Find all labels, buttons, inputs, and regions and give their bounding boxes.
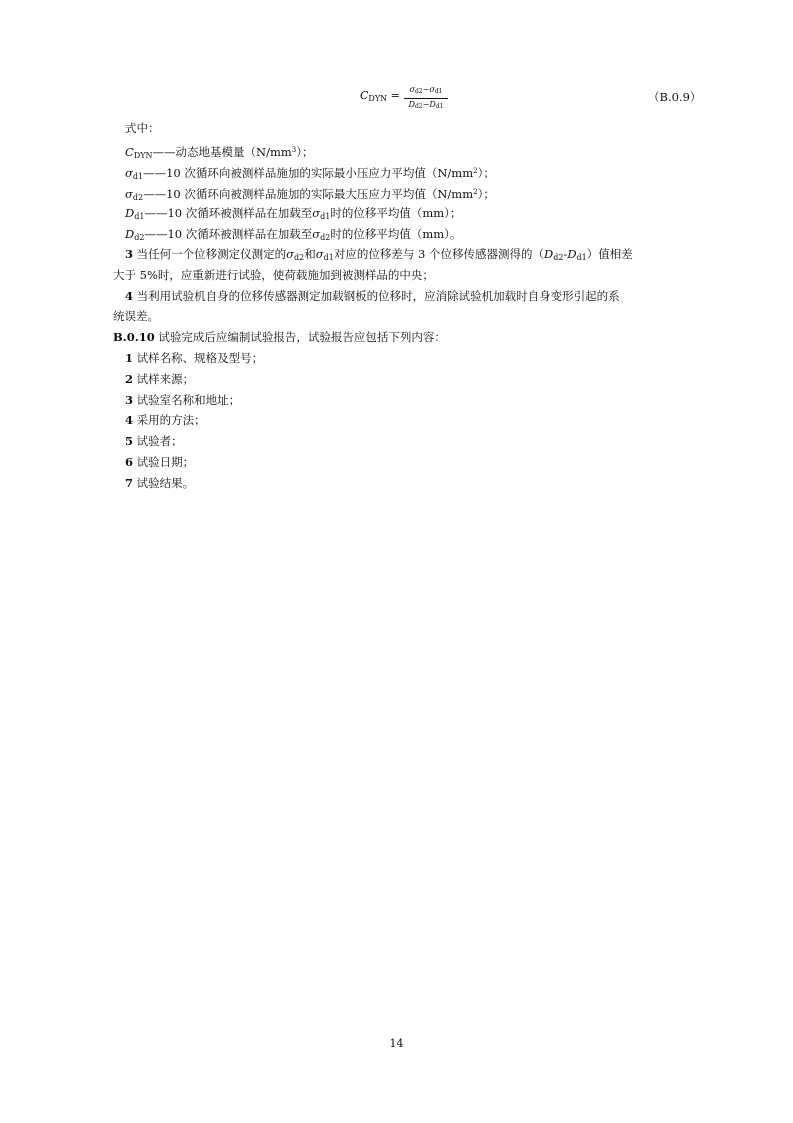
definition-sigma-d1: $\sigma_{d1}——10$ 次循环向被测样品施加的实际最小压应力平均值$(N/mm^2)$； bbox=[125, 166, 495, 181]
page-number: 14 bbox=[389, 1037, 404, 1050]
clause-b-0-10: B.0.10 试验完成后应编制试验报告，试验报告应包括下列内容： bbox=[113, 330, 446, 344]
report-item: 2 试样来源； bbox=[125, 372, 195, 386]
formula-denominator: $D_{d2}-D_{d1}$ bbox=[408, 100, 444, 110]
report-item: 5 试验者； bbox=[125, 434, 183, 448]
report-item: 3 试验室名称和地址； bbox=[125, 393, 241, 407]
definition-c-dyn: $C_{DYN}——$动态地基模量$(N/mm^3)$； bbox=[125, 145, 314, 160]
definition-sigma-d2: $\sigma_{d2}——10$ 次循环向被测样品施加的实际最大压应力平均值$(N/mm^2)$； bbox=[125, 187, 495, 202]
report-item: 7 试验结果。 bbox=[125, 476, 195, 490]
where-label: 式中： bbox=[125, 121, 160, 135]
clause-item-3-line2: 大于 5%时，应重新进行试验，使荷载施加到被测样品的中央； bbox=[113, 268, 434, 282]
clause-item-4-line2: 统误差。 bbox=[113, 309, 159, 323]
clause-item-4-line1: 4 当利用试验机自身的位移传感器测定加载钢板的位移时，应消除试验机加载时自身变形引起的系 bbox=[125, 289, 620, 303]
report-item: 4 采用的方法； bbox=[125, 413, 206, 427]
formula-lhs: $C_{DYN}$ = bbox=[360, 89, 400, 103]
definition-d-d2: $D_{d2}——10$ 次循环被测样品在加载至$\sigma_{d2}$时的位移平均值（mm）。 bbox=[125, 227, 462, 242]
formula-fraction bbox=[404, 84, 448, 112]
report-item: 6 试验日期； bbox=[125, 455, 195, 469]
definition-d-d1: $D_{d1}——10$ 次循环被测样品在加载至$\sigma_{d1}$时的位移平均值（mm）； bbox=[125, 206, 462, 221]
formula-numerator: $\sigma_{d2}-\sigma_{d1}$ bbox=[404, 84, 448, 99]
report-item: 1 试样名称、规格及型号； bbox=[125, 351, 264, 365]
equation-number: （B.0.9） bbox=[648, 90, 702, 104]
clause-item-3-line1: 3 当任何一个位移测定仪测定的$\sigma_{d2}$和$\sigma_{d1}$对应的位移差与 3 个位移传感器测得的$(D_{d2}-D_{d1})$值相差 bbox=[125, 247, 633, 262]
